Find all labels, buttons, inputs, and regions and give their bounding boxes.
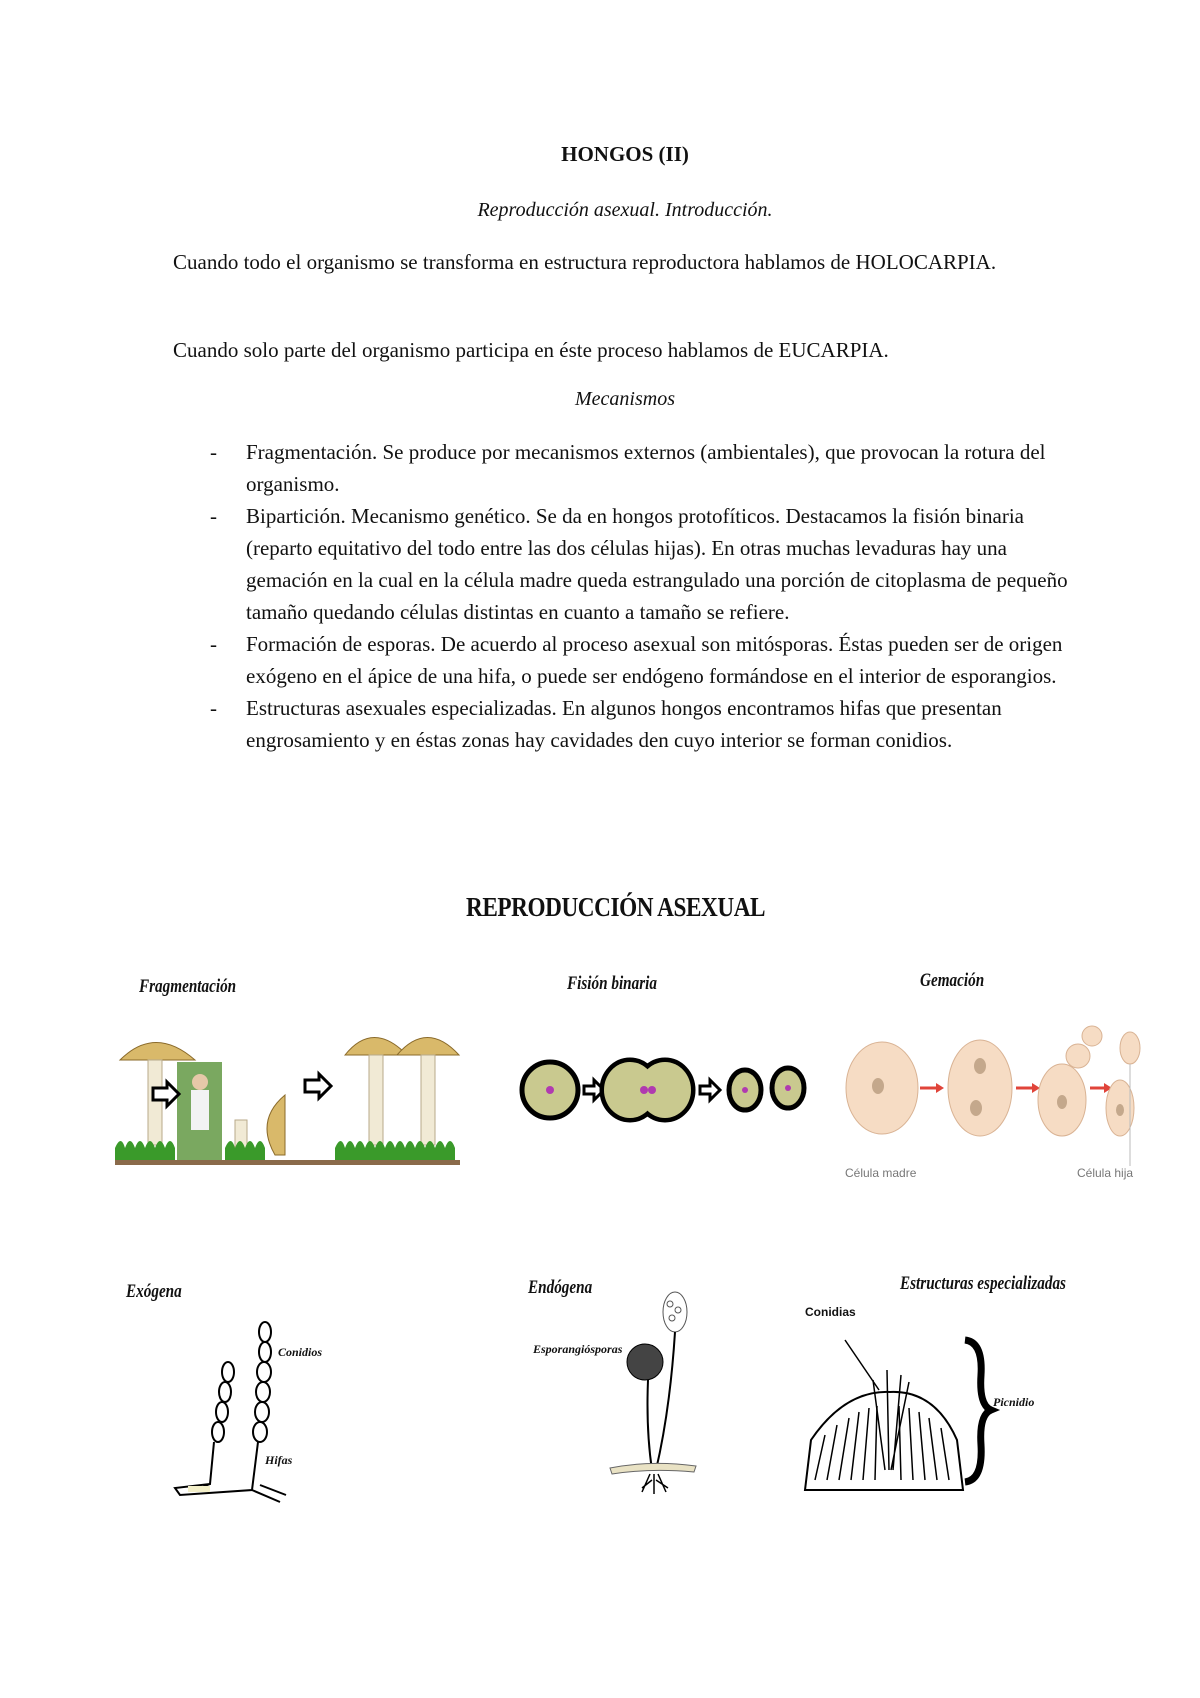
brace-icon <box>965 1340 991 1482</box>
panel-label-gemacion: Gemación <box>920 970 985 991</box>
hypha-icon <box>175 1442 258 1495</box>
list-item <box>210 436 1090 500</box>
mushroom-icon <box>397 1038 459 1146</box>
person-body-icon <box>191 1090 209 1130</box>
bullet-marker: - <box>210 504 217 528</box>
nucleus-icon <box>974 1058 986 1074</box>
grass-icon <box>335 1141 455 1160</box>
hypha-base-icon <box>188 1486 210 1492</box>
mechanisms-heading: Mecanismos <box>575 388 675 410</box>
list-item <box>210 692 1090 756</box>
pycnidium-body-icon <box>805 1392 963 1490</box>
cell-icon <box>948 1040 1012 1136</box>
figure-title: REPRODUCCIÓN ASEXUAL <box>466 892 766 922</box>
stolon-icon <box>610 1463 696 1474</box>
bullet-marker: - <box>210 440 217 464</box>
nucleus-icon <box>785 1085 791 1091</box>
person-head-icon <box>192 1074 208 1090</box>
grass-icon <box>115 1141 175 1160</box>
panel-label-fision: Fisión binaria <box>567 973 657 994</box>
arrow-icon <box>305 1074 331 1098</box>
list-item-text: Fragmentación. Se produce por mecanismos externos (ambientales), que provocan la rotura del organismo. <box>246 440 1046 496</box>
label-celula-madre: Célula madre <box>845 1166 917 1180</box>
ground-line <box>115 1160 460 1165</box>
bud-icon <box>1120 1032 1140 1064</box>
bud-icon <box>1066 1044 1090 1068</box>
section-subtitle: Reproducción asexual. Introducción. <box>477 199 773 221</box>
list-item-text: Bipartición. Mecanismo genético. Se da en hongos protofíticos. Destacamos la fisión binaria (reparto equitativo del todo entre las dos células hijas). En otras muchas levaduras hay una gemación en la cual en la célula madre queda estrangulado una porción de citoplasma de pequeño tamaño quedando células distintas en cuanto a tamaño se refiere. <box>246 504 1068 624</box>
panel-label-estructuras: Estructuras especializadas <box>900 1273 1066 1294</box>
pycnidium-illustration <box>805 1320 1045 1500</box>
panel-label-fragmentacion: Fragmentación <box>139 976 237 997</box>
list-item <box>210 500 1090 628</box>
label-leader-line <box>845 1340 879 1390</box>
binary-fission-illustration <box>520 1050 820 1130</box>
panel-label-exogena: Exógena <box>126 1281 182 1302</box>
label-picnidio: Picnidio <box>993 1395 1035 1409</box>
budding-illustration <box>840 1028 1140 1168</box>
list-item <box>210 628 1090 692</box>
panel-label-endogena: Endógena <box>528 1277 593 1298</box>
label-celula-hija: Célula hija <box>1077 1166 1134 1180</box>
paragraph-holocarpia: Cuando todo el organismo se transforma en estructura reproductora hablamos de HOLOCARPIA. <box>173 250 997 274</box>
page-title: HONGOS (II) <box>561 142 689 166</box>
nucleus-icon <box>1116 1104 1124 1116</box>
label-conidias: Conidias <box>805 1305 856 1319</box>
mechanisms-list <box>210 436 1090 756</box>
fragmentation-illustration <box>115 1020 465 1170</box>
dividing-cell-icon <box>602 1060 693 1120</box>
nucleus-icon <box>1057 1095 1067 1109</box>
sporangium-icon <box>627 1344 663 1380</box>
endogenous-spores-illustration <box>590 1290 720 1500</box>
list-item-text: Estructuras asexuales especializadas. En algunos hongos encontramos hifas que presentan engrosamiento y en éstas zonas hay cavidades den cuyo interior se forman conidios. <box>246 696 1002 752</box>
list-item-text: Formación de esporas. De acuerdo al proceso asexual son mitósporas. Éstas pueden ser de origen exógeno en el ápice de una hifa, o puede ser endógeno formándose en el interior de esporangios. <box>246 632 1063 688</box>
label-conidios: Conidios <box>278 1345 323 1359</box>
label-hifas: Hifas <box>265 1453 293 1467</box>
bullet-marker: - <box>210 632 217 656</box>
sporangium-icon <box>663 1292 687 1332</box>
nucleus-icon <box>970 1100 982 1116</box>
paragraph-eucarpia: Cuando solo parte del organismo participa en éste proceso hablamos de EUCARPIA. <box>173 338 889 362</box>
nucleus-icon <box>546 1086 554 1094</box>
nucleus-icon <box>742 1087 748 1093</box>
conidia-chain-icon <box>212 1322 271 1442</box>
label-esporangiosporas: Esporangiósporas <box>533 1342 623 1356</box>
rhizoid-icon <box>642 1474 668 1494</box>
cap-fragment-icon <box>267 1095 285 1155</box>
bullet-marker: - <box>210 696 217 720</box>
bud-icon <box>1082 1026 1102 1046</box>
nucleus-icon <box>872 1078 884 1094</box>
arrow-icon <box>700 1080 720 1100</box>
